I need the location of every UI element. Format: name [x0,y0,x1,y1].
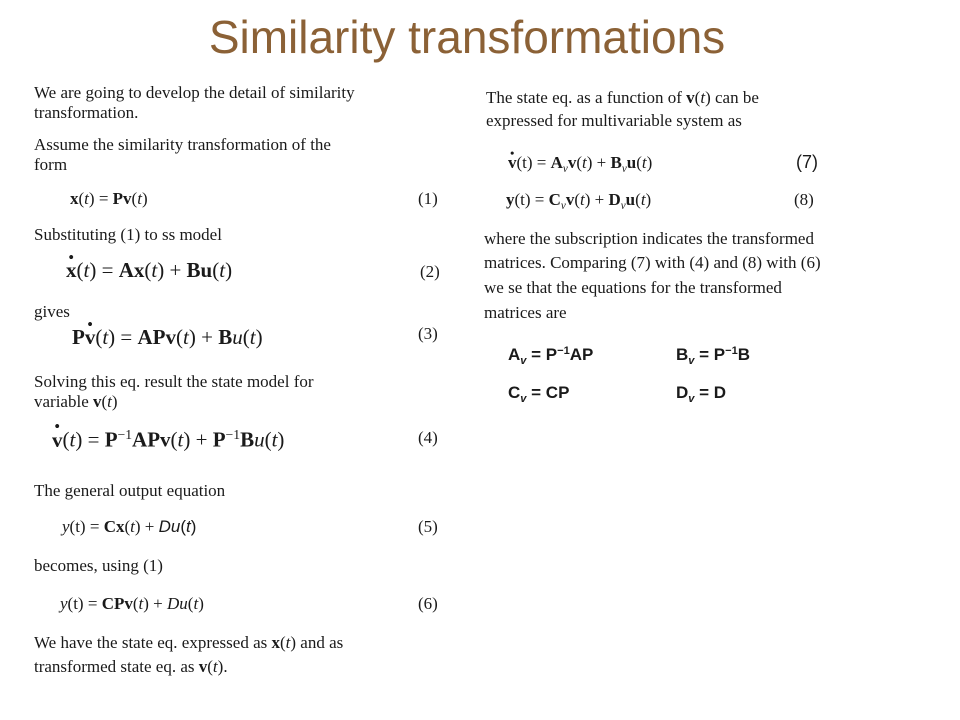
final-line-1: We have the state eq. expressed as x(t) and as [34,633,344,652]
equation-4-number: (4) [418,428,438,447]
intro-line-2: transformation. [34,103,139,122]
equation-6: y(t) = CPv(t) + Du(t) [60,594,204,613]
assume-line-2: form [34,155,68,174]
equation-7: • $v(t) = A_vv(t) + B_vu(t)$ [508,153,652,175]
matrix-cv-equation: $C_v$ = CP [508,383,570,405]
matrix-bv-equation: $B_v = P^{-1}B$ [676,345,751,367]
intro-line-1: We are going to develop the detail of similarity [34,83,355,102]
assume-line-1: Assume the similarity transformation of the [34,135,331,154]
where-line-2: matrices. Comparing (7) with (4) and (8) with (6) [484,253,821,272]
right-intro-line-1: The state eq. as a function of v(t) can be [486,88,759,107]
where-line-1: where the subscription indicates the transformed [484,229,814,248]
matrix-dv-equation: $D_v = D$ [676,383,727,405]
equation-7-number: (7) [796,152,818,172]
where-line-3: we se that the equations for the transformed [484,278,782,297]
equation-3: P• v(t) = APv(t) + Bu(t) [72,325,263,350]
equation-4: • $v(t) = P^{-1}APv(t) + P^{-1}Bu(t)$ [52,427,284,453]
equation-8: $y(t) = C_vv(t) + D_vu(t)$ [506,190,652,212]
equation-6-number: (6) [418,594,438,613]
equation-5: y(t) = Cx(t) + Du(t) [62,517,197,536]
becomes-text: becomes, using (1) [34,556,163,575]
solving-line-1: Solving this eq. result the state model for [34,372,314,391]
equation-2-number: (2) [420,262,440,281]
equation-3-number: (3) [418,324,438,343]
right-intro-line-2: expressed for multivariable system as [486,111,742,130]
general-output-text: The general output equation [34,481,226,500]
equation-8-number: (8) [794,190,814,209]
matrix-av-equation: $A_v = P^{-1}AP$ [508,345,594,367]
gives-text: gives [34,302,70,321]
page-title: Similarity transformations [208,11,726,63]
equation-1: x(t) = Pv(t) [70,189,148,208]
equation-5-number: (5) [418,517,438,536]
equation-2: • x(t) = Ax(t) + Bu(t) [66,258,232,283]
where-line-4: matrices are [484,303,567,322]
equation-1-number: (1) [418,189,438,208]
substituting-text: Substituting (1) to ss model [34,225,222,244]
solving-line-2: variable v(t) [34,392,118,411]
final-line-2: transformed state eq. as v(t). [34,657,228,676]
